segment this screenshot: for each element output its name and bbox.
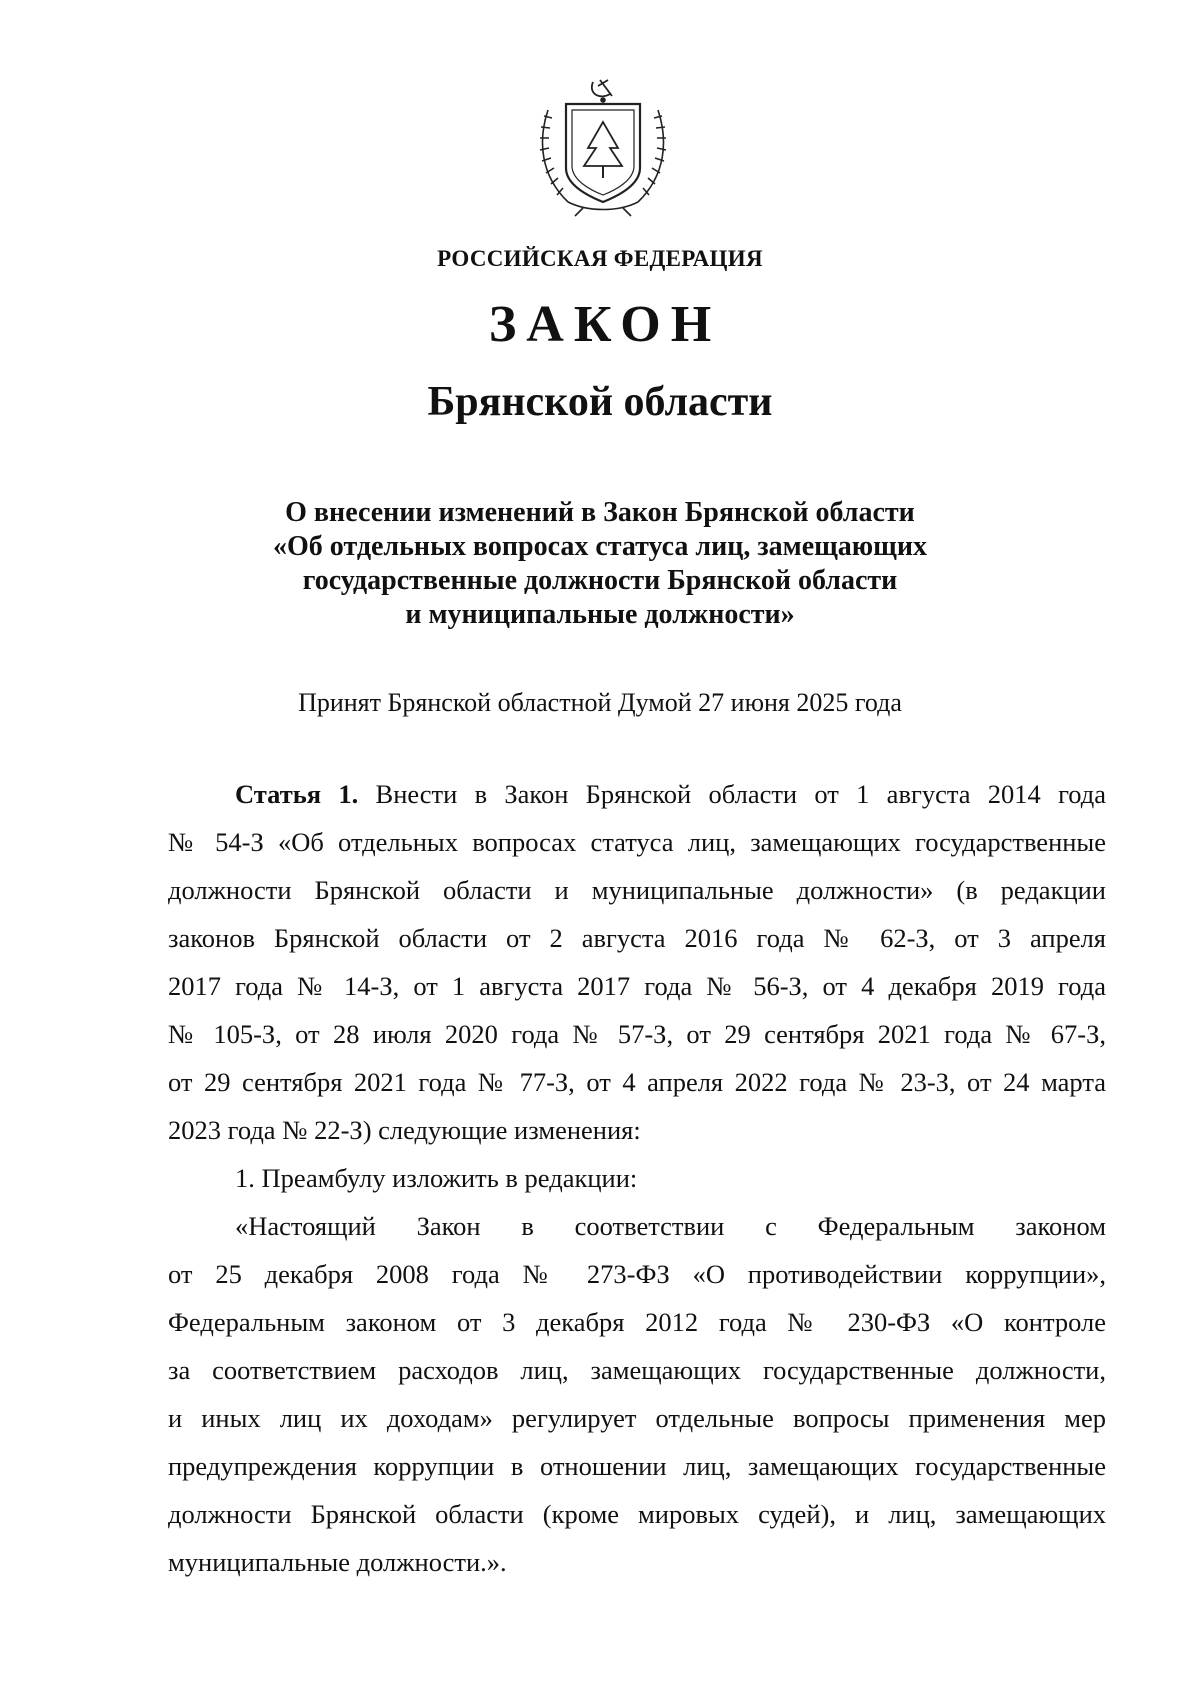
article-line: 2017 года № 14-З, от 1 августа 2017 года № 56-З, от 4 декабря 2019 года	[168, 971, 1106, 1001]
region-heading: Брянской области	[427, 379, 773, 425]
preamble-line: предупреждения коррупции в отношении лиц, замещающих государственные	[168, 1451, 1106, 1481]
law-title-line: «Об отдельных вопросах статуса лиц, замещающих	[273, 531, 927, 562]
item-1: 1. Преамбулу изложить в редакции:	[235, 1163, 638, 1193]
article-label: Статья 1.	[235, 779, 359, 809]
preamble-line: и иных лиц их доходам» регулирует отдельные вопросы применения мер	[168, 1403, 1106, 1433]
adoption-note: Принят Брянской областной Думой 27 июня 2025 года	[298, 688, 902, 717]
law-title-line: государственные должности Брянской области	[302, 565, 898, 596]
document-type-heading: ЗАКОН	[488, 296, 722, 353]
preamble-line: муниципальные должности.».	[168, 1547, 507, 1577]
law-title-line: и муниципальные должности»	[405, 599, 795, 630]
article-line: 2023 года № 22-З) следующие изменения:	[168, 1115, 641, 1145]
article-line: должности Брянской области и муниципальные должности» (в редакции	[168, 875, 1106, 905]
country-heading: РОССИЙСКАЯ ФЕДЕРАЦИЯ	[437, 246, 763, 271]
article-line: № 105-З, от 28 июля 2020 года № 57-З, от 29 сентября 2021 года № 67-З,	[168, 1019, 1106, 1049]
preamble-first-line: «Настоящий Закон в соответствии с Федеральным законом	[235, 1211, 1106, 1241]
article-first-line	[235, 778, 1106, 810]
preamble-line: Федеральным законом от 3 декабря 2012 года № 230-ФЗ «О контроле	[168, 1307, 1106, 1337]
law-title-line: О внесении изменений в Закон Брянской области	[285, 497, 915, 528]
law-title	[0, 496, 1200, 632]
article-text: Внести в Закон Брянской области от 1 августа 2014 года	[375, 779, 1107, 809]
article-line: от 29 сентября 2021 года № 77-З, от 4 апреля 2022 года № 23-З, от 24 марта	[168, 1067, 1106, 1097]
preamble-line: за соответствием расходов лиц, замещающих государственные должности,	[168, 1355, 1106, 1385]
article-line: № 54-З «Об отдельных вопросах статуса лиц, замещающих государственные	[168, 827, 1106, 857]
coat-of-arms-emblem	[528, 70, 678, 220]
article-line: законов Брянской области от 2 августа 2016 года № 62-З, от 3 апреля	[168, 923, 1106, 953]
preamble-line: должности Брянской области (кроме мировых судей), и лиц, замещающих	[168, 1499, 1106, 1529]
preamble-line: от 25 декабря 2008 года № 273-ФЗ «О противодействии коррупции»,	[168, 1259, 1106, 1289]
